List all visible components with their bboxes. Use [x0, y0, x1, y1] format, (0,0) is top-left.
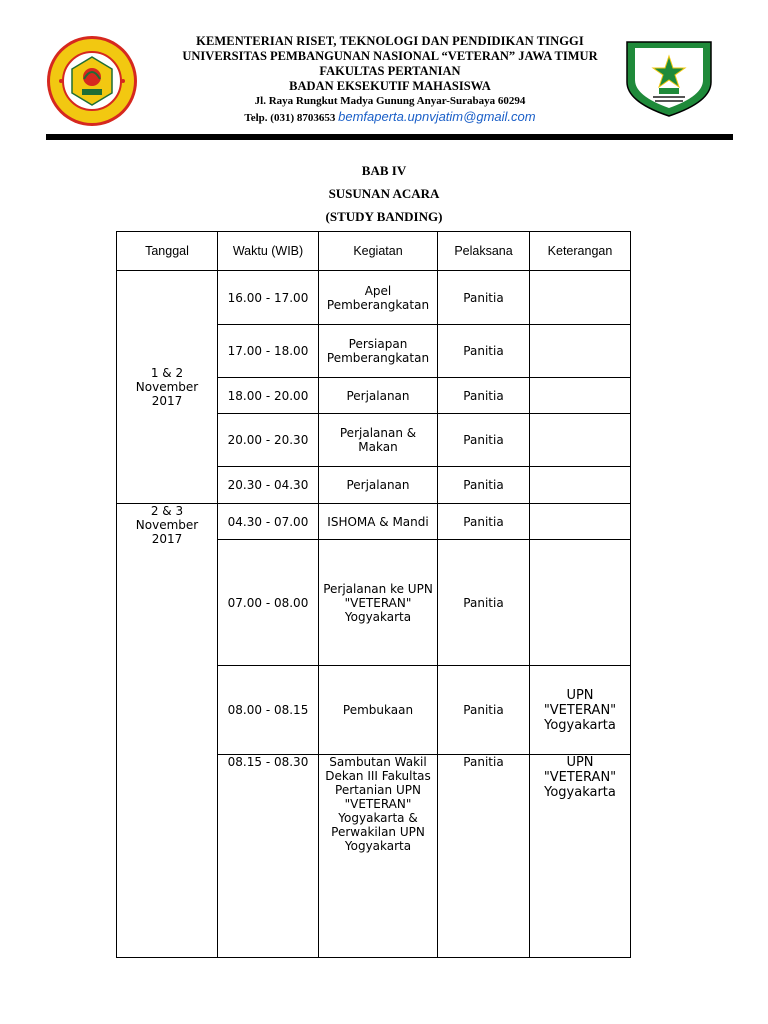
executor-cell: Panitia [438, 271, 530, 325]
activity-cell: Perjalanan [319, 467, 438, 504]
time-cell: 20.00 - 20.30 [218, 414, 319, 467]
executor-cell: Panitia [438, 378, 530, 414]
time-cell: 16.00 - 17.00 [218, 271, 319, 325]
header-note: Keterangan [530, 232, 631, 271]
schedule-table [116, 231, 631, 958]
university-name: UNIVERSITAS PEMBANGUNAN NASIONAL “VETERAN” JAWA TIMUR [182, 49, 598, 63]
date-cell [117, 271, 218, 504]
time-cell: 20.30 - 04.30 [218, 467, 319, 504]
executor-cell: Panitia [438, 755, 530, 958]
activity-cell: Perjalanan [319, 378, 438, 414]
header-executor: Pelaksana [438, 232, 530, 271]
address: Jl. Raya Rungkut Madya Gunung Anyar-Surabaya 60294 [254, 95, 526, 107]
section-title: SUSUNAN ACARA [328, 186, 440, 201]
time-cell: 18.00 - 20.00 [218, 378, 319, 414]
table-row [117, 271, 631, 325]
executor-cell: Panitia [438, 414, 530, 467]
email-link[interactable]: bemfaperta.upnvjatim@gmail.com [338, 109, 536, 124]
time-cell: 04.30 - 07.00 [218, 504, 319, 540]
organization-name: BADAN EKSEKUTIF MAHASISWA [289, 79, 491, 93]
bem-logo [619, 32, 719, 118]
contact-line [150, 109, 630, 126]
time-cell: 08.15 - 08.30 [218, 755, 319, 958]
header-date: Tanggal [117, 232, 218, 271]
chapter-title: BAB IV [361, 163, 407, 178]
faculty-name: FAKULTAS PERTANIAN [319, 64, 461, 78]
note-cell [530, 378, 631, 414]
date-text: 2 & 3 November 2017 [135, 504, 199, 546]
table-row [117, 504, 631, 540]
activity-cell: ISHOMA & Mandi [319, 504, 438, 540]
activity-cell: Perjalanan ke UPN "VETERAN" Yogyakarta [319, 540, 438, 666]
note-cell [530, 504, 631, 540]
activity-cell: Sambutan Wakil Dekan III Fakultas Pertanian UPN "VETERAN" Yogyakarta & Perwakilan UPN Yogyakarta [319, 755, 438, 958]
note-cell: UPN "VETERAN" Yogyakarta [530, 666, 631, 755]
date-cell [117, 504, 218, 958]
header-activity: Kegiatan [319, 232, 438, 271]
executor-cell: Panitia [438, 504, 530, 540]
executor-cell: Panitia [438, 325, 530, 378]
executor-cell: Panitia [438, 540, 530, 666]
university-logo [46, 35, 138, 127]
note-cell [530, 325, 631, 378]
note-cell [530, 271, 631, 325]
table-header-row [117, 232, 631, 271]
activity-cell: Persiapan Pemberangkatan [319, 325, 438, 378]
activity-cell: Perjalanan & Makan [319, 414, 438, 467]
section-subtitle: (STUDY BANDING) [325, 209, 443, 224]
note-cell [530, 540, 631, 666]
header-divider [46, 134, 733, 140]
executor-cell: Panitia [438, 467, 530, 504]
header-time: Waktu (WIB) [218, 232, 319, 271]
ministry-name: KEMENTERIAN RISET, TEKNOLOGI DAN PENDIDIKAN TINGGI [196, 34, 584, 48]
note-cell [530, 414, 631, 467]
time-cell: 07.00 - 08.00 [218, 540, 319, 666]
note-cell: UPN "VETERAN" Yogyakarta [530, 755, 631, 958]
activity-cell: Pembukaan [319, 666, 438, 755]
letterhead [150, 34, 630, 126]
activity-cell: Apel Pemberangkatan [319, 271, 438, 325]
executor-cell: Panitia [438, 666, 530, 755]
phone: Telp. (031) 8703653 [244, 112, 336, 124]
date-text: 1 & 2 November 2017 [135, 366, 199, 408]
time-cell: 17.00 - 18.00 [218, 325, 319, 378]
time-cell: 08.00 - 08.15 [218, 666, 319, 755]
note-cell [530, 467, 631, 504]
